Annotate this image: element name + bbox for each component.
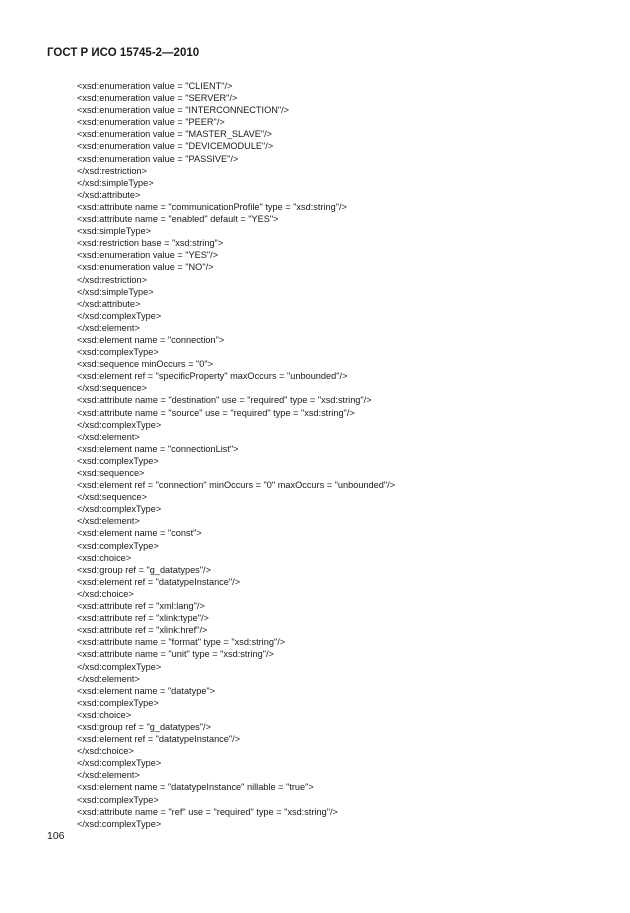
code-line: </xsd:element> (77, 516, 140, 527)
code-line: <xsd:choice> (77, 552, 132, 563)
code-line: </xsd:element> (77, 770, 140, 781)
code-line: <xsd:attribute ref = "xlink:href"/> (77, 625, 208, 636)
code-line: <xsd:element name = "connection"> (77, 334, 225, 345)
code-line: <xsd:element name = "const"> (77, 528, 202, 539)
code-line: <xsd:complexType> (77, 347, 159, 358)
code-line: <xsd:complexType> (77, 540, 159, 551)
code-line: <xsd:enumeration value = "YES"/> (77, 250, 219, 261)
code-line: </xsd:choice> (77, 746, 134, 757)
code-line: </xsd:complexType> (77, 419, 162, 430)
code-line: <xsd:sequence> (77, 468, 145, 478)
code-line: <xsd:attribute name = "format" type = "xsd:string"/> (77, 637, 286, 648)
code-line: <xsd:element ref = "datatypeInstance"/> (77, 576, 241, 587)
code-line: </xsd:restriction> (77, 165, 147, 176)
code-line: <xsd:enumeration value = "INTERCONNECTION"/> (77, 105, 290, 116)
code-line: </xsd:element> (77, 673, 140, 684)
code-line: <xsd:attribute ref = "xml:lang"/> (77, 601, 205, 612)
code-line: <xsd:element ref = "connection" minOccurs = "0" maxOccurs = "unbounded"/> (77, 480, 396, 491)
code-line: <xsd:element ref = "datatypeInstance"/> (77, 734, 241, 745)
code-line: <xsd:element name = "connectionList"> (77, 443, 239, 454)
code-line: <xsd:enumeration value = "NO"/> (77, 262, 214, 273)
code-line: <xsd:element ref = "specificProperty" maxOccurs = "unbounded"/> (77, 371, 348, 382)
code-line: <xsd:enumeration value = "MASTER_SLAVE"/> (77, 129, 273, 140)
code-line: <xsd:complexType> (77, 455, 159, 466)
code-line: </xsd:complexType> (77, 661, 162, 672)
code-line: </xsd:choice> (77, 588, 134, 599)
code-line: </xsd:simpleType> (77, 177, 154, 188)
code-line: <xsd:sequence minOccurs = "0"> (77, 359, 213, 370)
code-line: <xsd:restriction base = "xsd:string"> (77, 238, 224, 249)
code-line: </xsd:element> (77, 322, 140, 333)
code-line: </xsd:sequence> (77, 383, 147, 394)
code-line: </xsd:element> (77, 431, 140, 442)
code-line: </xsd:attribute> (77, 298, 141, 309)
code-line: <xsd:complexType> (77, 794, 159, 805)
code-line: <xsd:complexType> (77, 697, 159, 708)
code-line: <xsd:attribute name = "source" use = "required" type = "xsd:string"/> (77, 407, 355, 418)
code-line: <xsd:attribute name = "communicationProfile" type = "xsd:string"/> (77, 201, 347, 212)
code-line: <xsd:attribute name = "enabled" default = "YES"> (77, 214, 279, 225)
code-line: </xsd:attribute> (77, 189, 141, 200)
code-line: <xsd:enumeration value = "PASSIVE"/> (77, 153, 239, 164)
code-line: <xsd:group ref = "g_datatypes"/> (77, 721, 211, 732)
code-line: </xsd:complexType> (77, 758, 162, 769)
code-line: </xsd:sequence> (77, 492, 147, 503)
code-line: </xsd:complexType> (77, 310, 162, 321)
code-line: </xsd:complexType> (77, 818, 162, 829)
code-line: <xsd:element name = "datatypeInstance" nillable = "true"> (77, 782, 314, 793)
code-line: <xsd:attribute name = "ref" use = "required" type = "xsd:string"/> (77, 806, 338, 817)
code-line: <xsd:enumeration value = "SERVER"/> (77, 93, 238, 104)
code-line: <xsd:attribute name = "unit" type = "xsd:string"/> (77, 649, 274, 660)
code-line: <xsd:choice> (77, 709, 132, 720)
code-line: <xsd:enumeration value = "CLIENT"/> (77, 81, 233, 91)
page-header-title: ГОСТ Р ИСО 15745-2—2010 (47, 47, 200, 59)
code-line: <xsd:enumeration value = "PEER"/> (77, 117, 225, 128)
code-line: <xsd:group ref = "g_datatypes"/> (77, 564, 211, 575)
code-line: </xsd:simpleType> (77, 286, 154, 297)
page-number: 106 (47, 830, 65, 842)
code-line: <xsd:attribute ref = "xlink:type"/> (77, 613, 209, 624)
code-line: <xsd:simpleType> (77, 226, 152, 237)
code-line: <xsd:attribute name = "destination" use = "required" type = "xsd:string"/> (77, 395, 372, 406)
xsd-code-listing (77, 80, 395, 830)
code-line: <xsd:enumeration value = "DEVICEMODULE"/> (77, 141, 274, 152)
code-line: </xsd:restriction> (77, 274, 147, 285)
code-line: <xsd:element name = "datatype"> (77, 685, 216, 696)
code-line: </xsd:complexType> (77, 504, 162, 515)
